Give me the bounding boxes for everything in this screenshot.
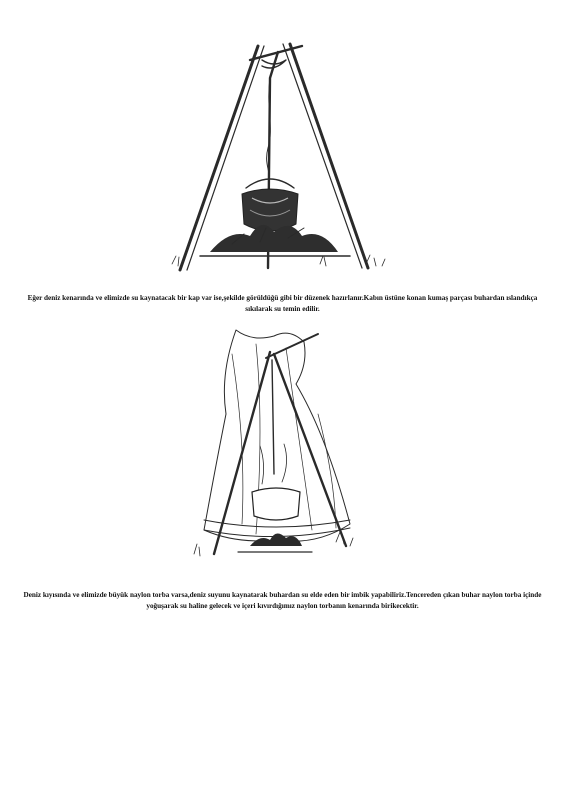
tripod-bag-still-illustration <box>186 324 366 568</box>
tripod-plastic-bag-still-icon <box>186 324 366 568</box>
caption-pot-method: Eğer deniz kenarında ve elimizde su kaynatacak bir kap var ise,şekilde görüldüğü gibi bir düzenek hazırlanır.Kabın üstüne konan kumaş parçası buhardan ıslandıkça sıkılarak su temin edilir. <box>27 294 538 313</box>
caption-bag-still-method: Deniz kıyısında ve elimizde büyük naylon torba varsa,deniz suyunu kaynatarak buhardan su elde eden bir imbik yapabiliriz.Tencereden çıkan buhar naylon torba içinde yoğuşarak su haline gelecek ve içeri kıvırdığımız naylon torbanın kenarında birikecektir. <box>23 591 542 610</box>
tripod-cooking-pot-over-fire-icon <box>170 38 395 278</box>
tripod-pot-illustration <box>170 38 395 278</box>
